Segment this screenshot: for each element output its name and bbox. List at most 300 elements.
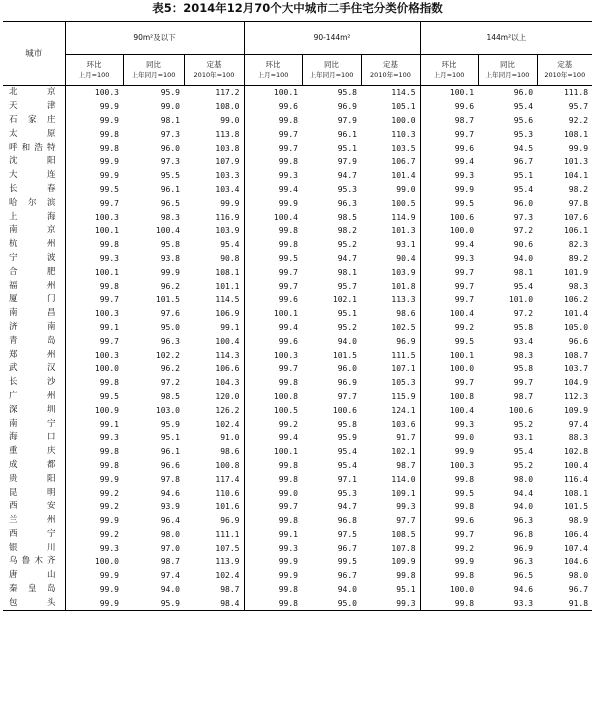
index-value: 96.1	[160, 184, 180, 194]
index-value: 100.6	[420, 210, 478, 224]
index-value: 99.7	[420, 279, 478, 293]
index-value: 98.7	[420, 114, 478, 128]
index-value: 110.3	[391, 129, 416, 139]
index-value: 96.0	[337, 364, 357, 374]
sub-header	[244, 55, 302, 86]
index-value: 94.7	[337, 253, 357, 263]
index-value: 105.1	[391, 102, 416, 112]
index-value: 100.9	[65, 403, 123, 417]
index-value: 99.8	[244, 376, 302, 390]
group-header-medium: 90-144m²	[244, 22, 420, 55]
index-value: 103.6	[391, 419, 416, 429]
index-value: 99.8	[244, 596, 302, 610]
city-name: 南京	[9, 225, 56, 236]
index-value: 94.0	[337, 336, 357, 346]
index-value: 99.9	[65, 155, 123, 169]
index-value: 95.4	[337, 447, 357, 457]
index-value: 101.3	[563, 157, 589, 167]
index-value: 99.9	[65, 114, 123, 128]
index-value: 99.1	[220, 322, 240, 332]
table-row	[3, 500, 592, 514]
index-value: 96.6	[160, 460, 180, 470]
index-value: 99.0	[420, 431, 478, 445]
table-row	[3, 417, 592, 431]
index-value: 93.1	[513, 433, 534, 443]
index-value: 99.4	[244, 183, 302, 197]
index-value: 99.5	[420, 334, 478, 348]
sub-header-base: 2010年=100	[193, 71, 235, 79]
city-name: 哈尔滨	[9, 197, 56, 208]
index-value: 99.3	[65, 541, 123, 555]
index-value: 114.3	[215, 350, 240, 360]
index-value: 97.9	[337, 157, 357, 167]
index-value: 99.7	[244, 279, 302, 293]
index-value: 99.8	[420, 596, 478, 610]
sub-header-label: 同比	[146, 60, 161, 69]
index-value: 101.5	[155, 295, 180, 305]
index-value: 96.0	[160, 143, 180, 153]
index-value: 103.4	[215, 184, 240, 194]
index-value: 96.1	[160, 447, 180, 457]
city-name: 福州	[9, 280, 56, 291]
table-row	[3, 555, 592, 569]
table-row	[3, 265, 592, 279]
city-name: 呼和浩特	[9, 142, 56, 153]
table-row	[3, 348, 592, 362]
index-value: 100.0	[65, 362, 123, 376]
table-row	[3, 459, 592, 473]
index-value: 93.9	[160, 502, 180, 512]
table-row	[3, 362, 592, 376]
index-value: 102.1	[332, 295, 357, 305]
sub-header-base: 上年同月=100	[485, 71, 530, 79]
index-value: 95.1	[337, 309, 357, 319]
index-value: 99.4	[420, 238, 478, 252]
index-value: 106.4	[563, 529, 589, 539]
index-value: 100.3	[65, 348, 123, 362]
index-value: 90.4	[396, 253, 416, 263]
index-value: 100.4	[420, 307, 478, 321]
index-value: 111.1	[215, 529, 240, 539]
table-row	[3, 307, 592, 321]
index-value: 96.3	[160, 336, 180, 346]
index-value: 99.8	[244, 459, 302, 473]
sub-header-base: 上月=100	[78, 71, 110, 79]
index-value: 96.3	[513, 516, 534, 526]
group-header-small: 90m²及以下	[65, 22, 244, 55]
index-value: 96.1	[337, 129, 357, 139]
city-name: 广州	[9, 390, 56, 401]
index-value: 95.3	[337, 488, 357, 498]
table-row	[3, 86, 592, 100]
index-value: 96.4	[160, 516, 180, 526]
city-name: 青岛	[9, 335, 56, 346]
index-value: 95.1	[513, 171, 534, 181]
index-value: 97.3	[160, 129, 180, 139]
index-value: 101.0	[508, 295, 534, 305]
index-value: 98.7	[220, 585, 240, 595]
city-name: 沈阳	[9, 156, 56, 167]
index-value: 100.3	[65, 307, 123, 321]
index-value: 91.7	[396, 433, 416, 443]
index-value: 97.4	[568, 419, 589, 429]
index-value: 99.5	[337, 557, 357, 567]
index-value: 99.9	[220, 198, 240, 208]
index-value: 99.7	[244, 127, 302, 141]
index-value: 96.8	[513, 529, 534, 539]
index-value: 99.5	[420, 486, 478, 500]
index-value: 100.1	[420, 86, 478, 100]
index-value: 100.3	[65, 86, 123, 100]
city-name: 长春	[9, 183, 56, 194]
index-value: 95.3	[513, 129, 534, 139]
index-value: 95.1	[396, 585, 416, 595]
index-value: 99.7	[244, 141, 302, 155]
index-value: 99.8	[244, 155, 302, 169]
index-value: 95.9	[123, 596, 184, 610]
index-value: 94.0	[160, 585, 180, 595]
table-row	[3, 583, 592, 597]
sub-header	[537, 55, 592, 86]
index-value: 95.4	[513, 281, 534, 291]
index-value: 113.8	[215, 129, 240, 139]
city-name: 海口	[9, 432, 56, 443]
city-name: 杭州	[9, 239, 56, 250]
index-value: 100.0	[391, 115, 416, 125]
index-value: 100.5	[391, 198, 416, 208]
index-value: 114.9	[391, 212, 416, 222]
index-value: 99.8	[244, 514, 302, 528]
city-name: 昆明	[9, 487, 56, 498]
index-value: 100.4	[420, 403, 478, 417]
city-name: 包头	[3, 596, 65, 610]
index-value: 98.9	[568, 516, 589, 526]
index-value: 109.9	[563, 405, 589, 415]
index-value: 99.2	[65, 486, 123, 500]
table-row	[3, 528, 592, 542]
index-value: 98.7	[160, 557, 180, 567]
index-value: 90.6	[513, 240, 534, 250]
index-value: 102.1	[391, 447, 416, 457]
index-value: 99.6	[244, 293, 302, 307]
index-value: 103.9	[391, 267, 416, 277]
index-value: 103.8	[215, 143, 240, 153]
index-value: 94.6	[160, 488, 180, 498]
index-value: 107.1	[391, 364, 416, 374]
index-value: 97.3	[160, 157, 180, 167]
index-value: 99.3	[420, 417, 478, 431]
index-value: 99.8	[65, 127, 123, 141]
index-value: 98.0	[513, 474, 534, 484]
city-name: 深圳	[9, 404, 56, 415]
index-value: 99.9	[160, 267, 180, 277]
index-value: 97.8	[160, 474, 180, 484]
sub-header	[184, 55, 244, 86]
table-row	[3, 196, 592, 210]
sub-header	[123, 55, 184, 86]
table-row	[3, 100, 592, 114]
index-value: 96.5	[160, 198, 180, 208]
index-value: 99.3	[65, 431, 123, 445]
index-value: 96.7	[337, 543, 357, 553]
index-value: 99.9	[420, 183, 478, 197]
index-value: 99.3	[420, 252, 478, 266]
table-row	[3, 252, 592, 266]
index-value: 100.6	[508, 405, 534, 415]
sub-header-base: 上年同月=100	[131, 71, 176, 79]
city-name: 南昌	[9, 308, 56, 319]
index-value: 97.4	[160, 571, 180, 581]
index-value: 106.1	[563, 226, 589, 236]
index-value: 108.7	[563, 350, 589, 360]
index-value: 95.7	[568, 102, 589, 112]
city-name: 济南	[9, 321, 56, 332]
index-value: 99.8	[65, 459, 123, 473]
index-value: 115.9	[391, 391, 416, 401]
index-value: 96.6	[568, 336, 589, 346]
city-name: 秦皇岛	[9, 584, 56, 595]
index-value: 99.3	[361, 596, 420, 610]
index-value: 99.8	[244, 224, 302, 238]
index-value: 100.0	[420, 362, 478, 376]
index-value: 96.2	[160, 281, 180, 291]
city-name: 大连	[9, 170, 56, 181]
index-value: 108.5	[391, 529, 416, 539]
table-row	[3, 596, 592, 610]
index-value: 100.0	[420, 224, 478, 238]
city-column-header: 城市	[3, 22, 65, 86]
index-value: 95.4	[220, 240, 240, 250]
index-value: 99.8	[65, 279, 123, 293]
index-value: 99.0	[244, 486, 302, 500]
index-value: 97.9	[337, 115, 357, 125]
index-value: 93.4	[513, 336, 534, 346]
index-value: 99.6	[420, 141, 478, 155]
sub-header-row	[3, 55, 592, 86]
table-row	[3, 445, 592, 459]
index-value: 99.2	[65, 500, 123, 514]
index-value: 93.3	[478, 596, 537, 610]
index-value: 95.1	[337, 143, 357, 153]
index-value: 102.8	[563, 447, 589, 457]
index-value: 97.5	[337, 529, 357, 539]
index-value: 95.9	[160, 88, 180, 98]
index-value: 94.0	[337, 585, 357, 595]
sub-header-label: 定基	[557, 60, 573, 69]
index-value: 103.5	[391, 143, 416, 153]
index-value: 99.3	[65, 252, 123, 266]
index-value: 100.4	[563, 460, 589, 470]
index-value: 95.3	[337, 184, 357, 194]
sub-header-base: 上月=100	[257, 71, 289, 79]
index-value: 100.1	[244, 86, 302, 100]
index-value: 99.6	[244, 334, 302, 348]
index-value: 100.1	[420, 348, 478, 362]
index-value: 109.9	[391, 557, 416, 567]
table-row	[3, 210, 592, 224]
table-row	[3, 431, 592, 445]
index-value: 99.3	[244, 169, 302, 183]
index-value: 93.8	[160, 253, 180, 263]
index-value: 102.5	[391, 322, 416, 332]
sub-header-label: 定基	[383, 60, 398, 69]
index-value: 99.1	[65, 417, 123, 431]
index-value: 103.9	[215, 226, 240, 236]
index-value: 99.5	[420, 196, 478, 210]
index-value: 104.3	[215, 378, 240, 388]
index-value: 95.8	[160, 240, 180, 250]
index-value: 98.7	[396, 460, 416, 470]
index-value: 99.5	[65, 390, 123, 404]
index-value: 94.7	[337, 502, 357, 512]
index-value: 99.5	[244, 252, 302, 266]
table-row	[3, 127, 592, 141]
index-value: 111.8	[563, 88, 589, 98]
city-name: 西宁	[9, 528, 56, 539]
index-value: 106.9	[215, 309, 240, 319]
index-value: 95.2	[337, 240, 357, 250]
index-value: 99.2	[420, 321, 478, 335]
index-value: 99.8	[244, 583, 302, 597]
index-value: 96.9	[513, 543, 534, 553]
sub-header	[420, 55, 478, 86]
index-value: 106.7	[391, 157, 416, 167]
table-row	[3, 569, 592, 583]
index-value: 101.8	[391, 281, 416, 291]
index-value: 107.5	[215, 543, 240, 553]
city-name: 银川	[9, 542, 56, 553]
index-value: 99.7	[420, 127, 478, 141]
city-name: 重庆	[9, 446, 56, 457]
index-value: 107.4	[563, 543, 589, 553]
sub-header-label: 环比	[86, 60, 102, 69]
index-value: 95.8	[337, 88, 357, 98]
index-value: 99.8	[65, 141, 123, 155]
page-title: 表5：2014年12月70个大中城市二手住宅分类价格指数	[152, 1, 443, 15]
index-value: 94.6	[513, 585, 534, 595]
index-value: 99.8	[65, 376, 123, 390]
index-value: 95.9	[160, 419, 180, 429]
index-value: 99.8	[420, 500, 478, 514]
index-value: 99.2	[420, 541, 478, 555]
table-row	[3, 293, 592, 307]
index-value: 100.0	[65, 555, 123, 569]
index-value: 97.3	[513, 212, 534, 222]
index-value: 107.6	[563, 212, 589, 222]
index-value: 98.2	[568, 184, 589, 194]
index-value: 94.5	[513, 143, 534, 153]
index-value: 100.3	[244, 348, 302, 362]
index-value: 99.4	[244, 321, 302, 335]
index-value: 108.1	[563, 488, 589, 498]
index-value: 99.9	[65, 514, 123, 528]
table-body	[3, 86, 592, 611]
index-value: 95.7	[337, 281, 357, 291]
table-row	[3, 390, 592, 404]
index-value: 108.1	[563, 129, 589, 139]
index-value: 99.7	[420, 528, 478, 542]
index-value: 96.3	[513, 557, 534, 567]
index-value: 100.0	[420, 583, 478, 597]
sub-header-label: 同比	[500, 60, 516, 69]
table-row	[3, 141, 592, 155]
index-value: 96.9	[337, 378, 357, 388]
index-value: 99.8	[420, 569, 478, 583]
table-row	[3, 238, 592, 252]
index-value: 99.3	[420, 169, 478, 183]
sub-header	[65, 55, 123, 86]
index-value: 94.4	[513, 488, 534, 498]
index-value: 96.0	[513, 88, 534, 98]
index-value: 107.8	[391, 543, 416, 553]
index-value: 95.9	[337, 433, 357, 443]
city-name: 郑州	[9, 349, 56, 360]
index-value: 99.7	[420, 376, 478, 390]
sub-header-base: 2010年=100	[544, 71, 586, 79]
index-value: 96.3	[337, 198, 357, 208]
index-value: 113.9	[215, 557, 240, 567]
index-value: 100.3	[65, 210, 123, 224]
index-value: 97.0	[160, 543, 180, 553]
index-value: 82.3	[568, 240, 589, 250]
index-value: 99.0	[160, 102, 180, 112]
city-name: 石家庄	[9, 114, 56, 125]
index-value: 99.8	[244, 238, 302, 252]
index-value: 99.4	[420, 155, 478, 169]
index-value: 99.7	[513, 378, 534, 388]
index-value: 99.2	[65, 528, 123, 542]
index-value: 94.0	[513, 502, 534, 512]
index-value: 99.9	[244, 196, 302, 210]
city-name: 厦门	[9, 294, 56, 305]
table-row	[3, 376, 592, 390]
index-value: 93.1	[396, 240, 416, 250]
table-row	[3, 114, 592, 128]
index-value: 95.1	[160, 433, 180, 443]
index-value: 95.2	[337, 322, 357, 332]
index-value: 105.0	[563, 322, 589, 332]
index-value: 96.9	[220, 516, 240, 526]
sub-header-base: 2010年=100	[370, 71, 411, 79]
index-value: 91.8	[537, 596, 592, 610]
index-value: 99.8	[244, 472, 302, 486]
table-row	[3, 224, 592, 238]
index-value: 126.2	[215, 405, 240, 415]
sub-header-label: 环比	[441, 60, 457, 69]
city-name: 武汉	[9, 363, 56, 374]
index-value: 107.9	[215, 157, 240, 167]
index-value: 102.4	[215, 419, 240, 429]
index-value: 100.1	[65, 265, 123, 279]
index-value: 96.2	[160, 364, 180, 374]
index-value: 99.7	[65, 334, 123, 348]
index-value: 100.1	[65, 224, 123, 238]
index-value: 100.3	[420, 459, 478, 473]
table-row	[3, 472, 592, 486]
city-name: 唐山	[9, 570, 56, 581]
index-value: 99.7	[244, 362, 302, 376]
index-value: 114.5	[391, 88, 416, 98]
index-value: 102.4	[215, 571, 240, 581]
index-value: 100.4	[155, 226, 180, 236]
index-value: 99.9	[420, 445, 478, 459]
index-value: 96.9	[337, 102, 357, 112]
index-value: 98.5	[337, 212, 357, 222]
index-value: 99.9	[420, 555, 478, 569]
index-value: 98.1	[160, 115, 180, 125]
index-value: 97.6	[160, 309, 180, 319]
index-value: 101.1	[215, 281, 240, 291]
